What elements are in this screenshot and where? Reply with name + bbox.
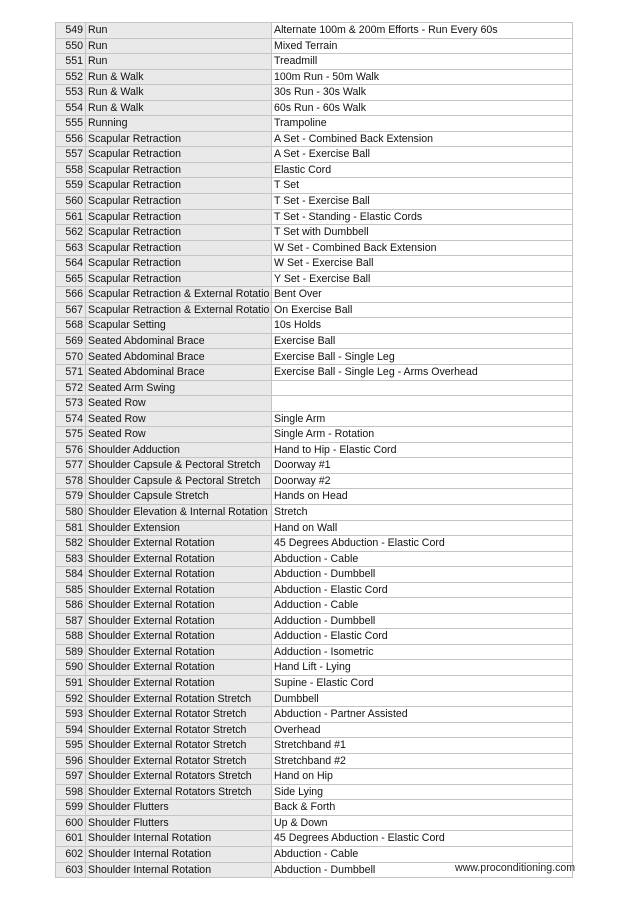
table-row: [56, 85, 573, 101]
table-row: [56, 644, 573, 660]
exercise-name: Shoulder Internal Rotation: [86, 846, 272, 862]
variation: Stretchband #2: [272, 753, 573, 769]
exercise-name: Shoulder External Rotation: [86, 598, 272, 614]
exercise-name: Seated Row: [86, 411, 272, 427]
exercise-name: Seated Arm Swing: [86, 380, 272, 396]
row-number: 588: [56, 629, 86, 645]
variation: Abduction - Partner Assisted: [272, 707, 573, 723]
variation: Single Arm: [272, 411, 573, 427]
table-row: [56, 349, 573, 365]
exercise-name: Shoulder External Rotation: [86, 644, 272, 660]
table-row: [56, 815, 573, 831]
row-number: 556: [56, 131, 86, 147]
row-number: 576: [56, 442, 86, 458]
variation: T Set - Exercise Ball: [272, 194, 573, 210]
table-row: [56, 194, 573, 210]
exercise-name: Shoulder Elevation & Internal Rotation: [86, 504, 272, 520]
exercise-name: Shoulder External Rotation: [86, 536, 272, 552]
row-number: 566: [56, 287, 86, 303]
table-row: [56, 225, 573, 241]
exercise-name: Scapular Retraction: [86, 178, 272, 194]
variation: Alternate 100m & 200m Efforts - Run Every 60s: [272, 23, 573, 39]
row-number: 578: [56, 473, 86, 489]
exercise-name: Seated Row: [86, 396, 272, 412]
table-row: [56, 365, 573, 381]
row-number: 553: [56, 85, 86, 101]
table-row: [56, 660, 573, 676]
exercise-name: Shoulder Internal Rotation: [86, 831, 272, 847]
variation: Hand on Hip: [272, 769, 573, 785]
exercise-name: Scapular Retraction: [86, 271, 272, 287]
exercise-name: Shoulder Flutters: [86, 815, 272, 831]
exercise-name: Shoulder Capsule & Pectoral Stretch: [86, 458, 272, 474]
table-row: [56, 582, 573, 598]
table-row: [56, 536, 573, 552]
table-row: [56, 846, 573, 862]
row-number: 581: [56, 520, 86, 536]
table-row: [56, 131, 573, 147]
variation: Trampoline: [272, 116, 573, 132]
row-number: 555: [56, 116, 86, 132]
exercise-name: Shoulder External Rotator Stretch: [86, 707, 272, 723]
row-number: 582: [56, 536, 86, 552]
variation: A Set - Exercise Ball: [272, 147, 573, 163]
footer-website: www.proconditioning.com: [455, 862, 576, 874]
exercise-table-body: [56, 23, 576, 878]
row-number: 593: [56, 707, 86, 723]
row-number: 563: [56, 240, 86, 256]
variation: Hand Lift - Lying: [272, 660, 573, 676]
variation: W Set - Exercise Ball: [272, 256, 573, 272]
table-row: [56, 23, 573, 39]
exercise-name: Shoulder External Rotation: [86, 582, 272, 598]
exercise-name: Shoulder Internal Rotation: [86, 862, 272, 878]
row-number: 572: [56, 380, 86, 396]
exercise-name: Run: [86, 23, 272, 39]
variation: Mixed Terrain: [272, 38, 573, 54]
variation: Side Lying: [272, 784, 573, 800]
exercise-name: Run: [86, 54, 272, 70]
table-row: [56, 613, 573, 629]
row-number: 562: [56, 225, 86, 241]
row-number: 568: [56, 318, 86, 334]
exercise-name: Shoulder External Rotators Stretch: [86, 784, 272, 800]
exercise-name: Scapular Retraction: [86, 240, 272, 256]
table-row: [56, 567, 573, 583]
table-row: [56, 675, 573, 691]
variation: Exercise Ball - Single Leg - Arms Overhead: [272, 365, 573, 381]
table-row: [56, 380, 573, 396]
exercise-name: Running: [86, 116, 272, 132]
variation: W Set - Combined Back Extension: [272, 240, 573, 256]
variation: T Set - Standing - Elastic Cords: [272, 209, 573, 225]
table-row: [56, 162, 573, 178]
row-number: 600: [56, 815, 86, 831]
table-row: [56, 473, 573, 489]
row-number: 590: [56, 660, 86, 676]
table-row: [56, 598, 573, 614]
variation: Hand on Wall: [272, 520, 573, 536]
row-number: 602: [56, 846, 86, 862]
row-number: 571: [56, 365, 86, 381]
variation: [272, 396, 573, 412]
variation: [272, 380, 573, 396]
table-row: [56, 54, 573, 70]
exercise-name: Shoulder External Rotation: [86, 567, 272, 583]
variation: Dumbbell: [272, 691, 573, 707]
row-number: 580: [56, 504, 86, 520]
table-row: [56, 831, 573, 847]
row-number: 601: [56, 831, 86, 847]
row-number: 567: [56, 302, 86, 318]
variation: Stretch: [272, 504, 573, 520]
row-number: 560: [56, 194, 86, 210]
exercise-name: Seated Abdominal Brace: [86, 333, 272, 349]
exercise-name: Scapular Retraction: [86, 256, 272, 272]
table-row: [56, 707, 573, 723]
exercise-name: Shoulder Capsule Stretch: [86, 489, 272, 505]
exercise-name: Seated Row: [86, 427, 272, 443]
exercise-table: [55, 22, 576, 878]
variation: T Set with Dumbbell: [272, 225, 573, 241]
table-row: [56, 287, 573, 303]
table-row: [56, 271, 573, 287]
exercise-name: Shoulder Extension: [86, 520, 272, 536]
row-number: 558: [56, 162, 86, 178]
table-row: [56, 551, 573, 567]
variation: T Set: [272, 178, 573, 194]
table-row: [56, 442, 573, 458]
exercise-name: Shoulder External Rotation: [86, 551, 272, 567]
row-number: 586: [56, 598, 86, 614]
variation: Adduction - Elastic Cord: [272, 629, 573, 645]
exercise-name: Shoulder External Rotation: [86, 613, 272, 629]
row-number: 569: [56, 333, 86, 349]
row-number: 584: [56, 567, 86, 583]
row-number: 570: [56, 349, 86, 365]
table-row: [56, 69, 573, 85]
table-row: [56, 100, 573, 116]
exercise-name: Scapular Retraction: [86, 147, 272, 163]
variation: Exercise Ball - Single Leg: [272, 349, 573, 365]
exercise-name: Run & Walk: [86, 85, 272, 101]
exercise-name: Shoulder External Rotator Stretch: [86, 738, 272, 754]
variation: Overhead: [272, 722, 573, 738]
table-row: [56, 722, 573, 738]
row-number: 557: [56, 147, 86, 163]
exercise-name: Shoulder External Rotation: [86, 675, 272, 691]
row-number: 551: [56, 54, 86, 70]
row-number: 598: [56, 784, 86, 800]
exercise-name: Shoulder External Rotation: [86, 660, 272, 676]
table-row: [56, 209, 573, 225]
table-row: [56, 753, 573, 769]
exercise-name: Shoulder External Rotators Stretch: [86, 769, 272, 785]
variation: Abduction - Cable: [272, 551, 573, 567]
variation: Back & Forth: [272, 800, 573, 816]
table-row: [56, 504, 573, 520]
variation: Adduction - Dumbbell: [272, 613, 573, 629]
exercise-name: Run & Walk: [86, 100, 272, 116]
row-number: 573: [56, 396, 86, 412]
variation: 100m Run - 50m Walk: [272, 69, 573, 85]
row-number: 549: [56, 23, 86, 39]
exercise-name: Scapular Retraction: [86, 209, 272, 225]
variation: Single Arm - Rotation: [272, 427, 573, 443]
row-number: 592: [56, 691, 86, 707]
table-row: [56, 38, 573, 54]
variation: Doorway #1: [272, 458, 573, 474]
variation: Treadmill: [272, 54, 573, 70]
variation: Adduction - Isometric: [272, 644, 573, 660]
variation: 60s Run - 60s Walk: [272, 100, 573, 116]
exercise-name: Scapular Retraction: [86, 225, 272, 241]
row-number: 589: [56, 644, 86, 660]
table-row: [56, 769, 573, 785]
row-number: 575: [56, 427, 86, 443]
exercise-name: Seated Abdominal Brace: [86, 365, 272, 381]
exercise-name: Scapular Retraction: [86, 194, 272, 210]
exercise-name: Shoulder Adduction: [86, 442, 272, 458]
exercise-name: Scapular Retraction & External Rotatio: [86, 287, 272, 303]
row-number: 552: [56, 69, 86, 85]
variation: Supine - Elastic Cord: [272, 675, 573, 691]
exercise-name: Shoulder External Rotator Stretch: [86, 753, 272, 769]
exercise-name: Shoulder Capsule & Pectoral Stretch: [86, 473, 272, 489]
table-row: [56, 427, 573, 443]
row-number: 587: [56, 613, 86, 629]
exercise-name: Scapular Setting: [86, 318, 272, 334]
row-number: 594: [56, 722, 86, 738]
variation: A Set - Combined Back Extension: [272, 131, 573, 147]
row-number: 599: [56, 800, 86, 816]
exercise-name: Run & Walk: [86, 69, 272, 85]
variation: Abduction - Cable: [272, 846, 573, 862]
variation: Adduction - Cable: [272, 598, 573, 614]
exercise-name: Shoulder External Rotator Stretch: [86, 722, 272, 738]
table-row: [56, 629, 573, 645]
row-number: 577: [56, 458, 86, 474]
table-row: [56, 489, 573, 505]
row-number: 564: [56, 256, 86, 272]
exercise-name: Scapular Retraction & External Rotatio: [86, 302, 272, 318]
variation: Up & Down: [272, 815, 573, 831]
variation: Bent Over: [272, 287, 573, 303]
exercise-name: Scapular Retraction: [86, 131, 272, 147]
row-number: 603: [56, 862, 86, 878]
table-row: [56, 784, 573, 800]
table-row: [56, 318, 573, 334]
variation: 45 Degrees Abduction - Elastic Cord: [272, 536, 573, 552]
table-row: [56, 147, 573, 163]
variation: 45 Degrees Abduction - Elastic Cord: [272, 831, 573, 847]
table-row: [56, 116, 573, 132]
variation: Abduction - Dumbbell: [272, 862, 573, 878]
exercise-name: Scapular Retraction: [86, 162, 272, 178]
row-number: 591: [56, 675, 86, 691]
table-row: [56, 691, 573, 707]
row-number: 574: [56, 411, 86, 427]
table-row: [56, 800, 573, 816]
table-row: [56, 458, 573, 474]
table-row: [56, 178, 573, 194]
table-row: [56, 256, 573, 272]
row-number: 550: [56, 38, 86, 54]
row-number: 596: [56, 753, 86, 769]
table-row: [56, 411, 573, 427]
variation: Abduction - Dumbbell: [272, 567, 573, 583]
table-row: [56, 396, 573, 412]
variation: 10s Holds: [272, 318, 573, 334]
variation: Hands on Head: [272, 489, 573, 505]
row-number: 565: [56, 271, 86, 287]
row-number: 554: [56, 100, 86, 116]
row-number: 597: [56, 769, 86, 785]
exercise-name: Shoulder External Rotation: [86, 629, 272, 645]
row-number: 579: [56, 489, 86, 505]
row-number: 583: [56, 551, 86, 567]
exercise-name: Shoulder Flutters: [86, 800, 272, 816]
variation: Elastic Cord: [272, 162, 573, 178]
variation: Doorway #2: [272, 473, 573, 489]
exercise-name: Run: [86, 38, 272, 54]
variation: 30s Run - 30s Walk: [272, 85, 573, 101]
table-row: [56, 738, 573, 754]
exercise-name: Seated Abdominal Brace: [86, 349, 272, 365]
exercise-name: Shoulder External Rotation Stretch: [86, 691, 272, 707]
variation: Y Set - Exercise Ball: [272, 271, 573, 287]
variation: Exercise Ball: [272, 333, 573, 349]
row-number: 585: [56, 582, 86, 598]
table-row: [56, 240, 573, 256]
table-row: [56, 333, 573, 349]
row-number: 559: [56, 178, 86, 194]
table-row: [56, 302, 573, 318]
row-number: 561: [56, 209, 86, 225]
variation: Stretchband #1: [272, 738, 573, 754]
variation: Hand to Hip - Elastic Cord: [272, 442, 573, 458]
variation: Abduction - Elastic Cord: [272, 582, 573, 598]
table-row: [56, 520, 573, 536]
row-number: 595: [56, 738, 86, 754]
variation: On Exercise Ball: [272, 302, 573, 318]
